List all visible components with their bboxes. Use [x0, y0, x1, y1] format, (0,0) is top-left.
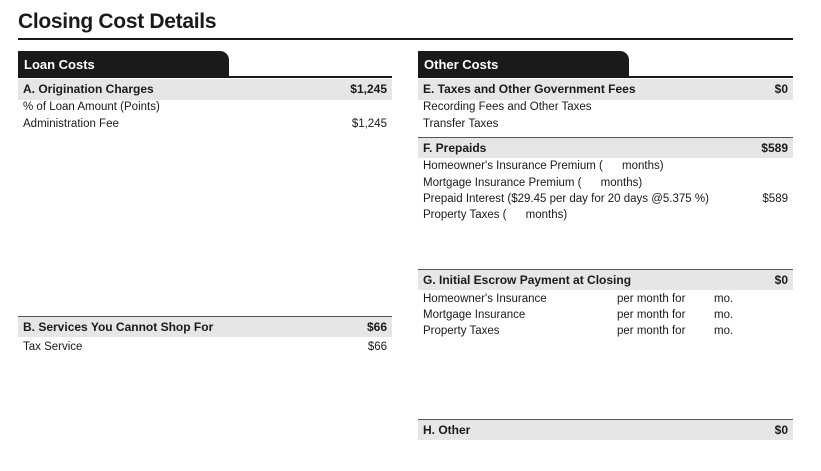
row-label: Recording Fees and Other Taxes	[423, 101, 592, 113]
row-label: Homeowner's Insurance	[423, 293, 547, 305]
section-f-label: F. Prepaids	[423, 141, 487, 155]
page-title: Closing Cost Details	[18, 10, 217, 33]
row-label: Property Taxes	[423, 325, 500, 337]
section-b-header	[18, 316, 392, 337]
row-amount: $66	[367, 341, 387, 353]
row-label: Prepaid Interest ($29.45 per day for 20 days @5.375 %)	[423, 193, 709, 205]
section-a-label: A. Origination Charges	[23, 82, 154, 96]
row-amount: $1,245	[351, 118, 387, 130]
section-b-amount: $66	[366, 320, 387, 334]
section-e-row	[418, 116, 793, 132]
section-f-row	[418, 175, 793, 191]
section-e-amount: $0	[774, 82, 788, 96]
other-costs-tab: Other Costs	[418, 51, 629, 76]
row-label: % of Loan Amount (Points)	[23, 101, 160, 113]
row-label: Mortgage Insurance Premium ( months)	[423, 177, 643, 189]
section-e-label: E. Taxes and Other Government Fees	[423, 82, 636, 96]
section-a-row	[18, 116, 392, 132]
row-label: Mortgage Insurance	[423, 309, 526, 321]
row-per-month: per month for	[617, 293, 686, 305]
row-label: Administration Fee	[23, 118, 119, 130]
section-g-row	[418, 323, 793, 339]
loan-costs-tab: Loan Costs	[18, 51, 229, 76]
section-e-header	[418, 79, 793, 100]
loan-costs-divider	[18, 76, 392, 78]
section-a-header	[18, 79, 392, 100]
section-a-amount: $1,245	[350, 82, 387, 96]
section-g-row	[418, 307, 793, 323]
title-divider	[18, 38, 793, 40]
section-g-row	[418, 291, 793, 307]
section-h-header	[418, 419, 793, 440]
section-h-amount: $0	[774, 423, 788, 437]
section-e-row	[418, 99, 793, 115]
section-b-row	[18, 339, 392, 355]
row-label: Tax Service	[23, 341, 83, 353]
row-label: Property Taxes ( months)	[423, 209, 568, 221]
row-unit: mo.	[714, 309, 734, 321]
section-g-amount: $0	[774, 273, 788, 287]
section-f-row	[418, 158, 793, 174]
row-amount: $589	[762, 193, 788, 205]
row-label: Transfer Taxes	[423, 118, 499, 130]
section-a-row	[18, 99, 392, 115]
section-h-label: H. Other	[423, 423, 471, 437]
row-per-month: per month for	[617, 309, 686, 321]
section-f-amount: $589	[761, 141, 788, 155]
section-f-row	[418, 191, 793, 207]
row-unit: mo.	[714, 325, 734, 337]
section-b-label: B. Services You Cannot Shop For	[23, 320, 214, 334]
section-g-label: G. Initial Escrow Payment at Closing	[423, 273, 632, 287]
section-f-row	[418, 207, 793, 223]
row-label: Homeowner's Insurance Premium ( months)	[423, 160, 664, 172]
section-g-header	[418, 269, 793, 290]
other-costs-divider	[418, 76, 793, 78]
section-f-header	[418, 137, 793, 158]
row-per-month: per month for	[617, 325, 686, 337]
row-unit: mo.	[714, 293, 734, 305]
